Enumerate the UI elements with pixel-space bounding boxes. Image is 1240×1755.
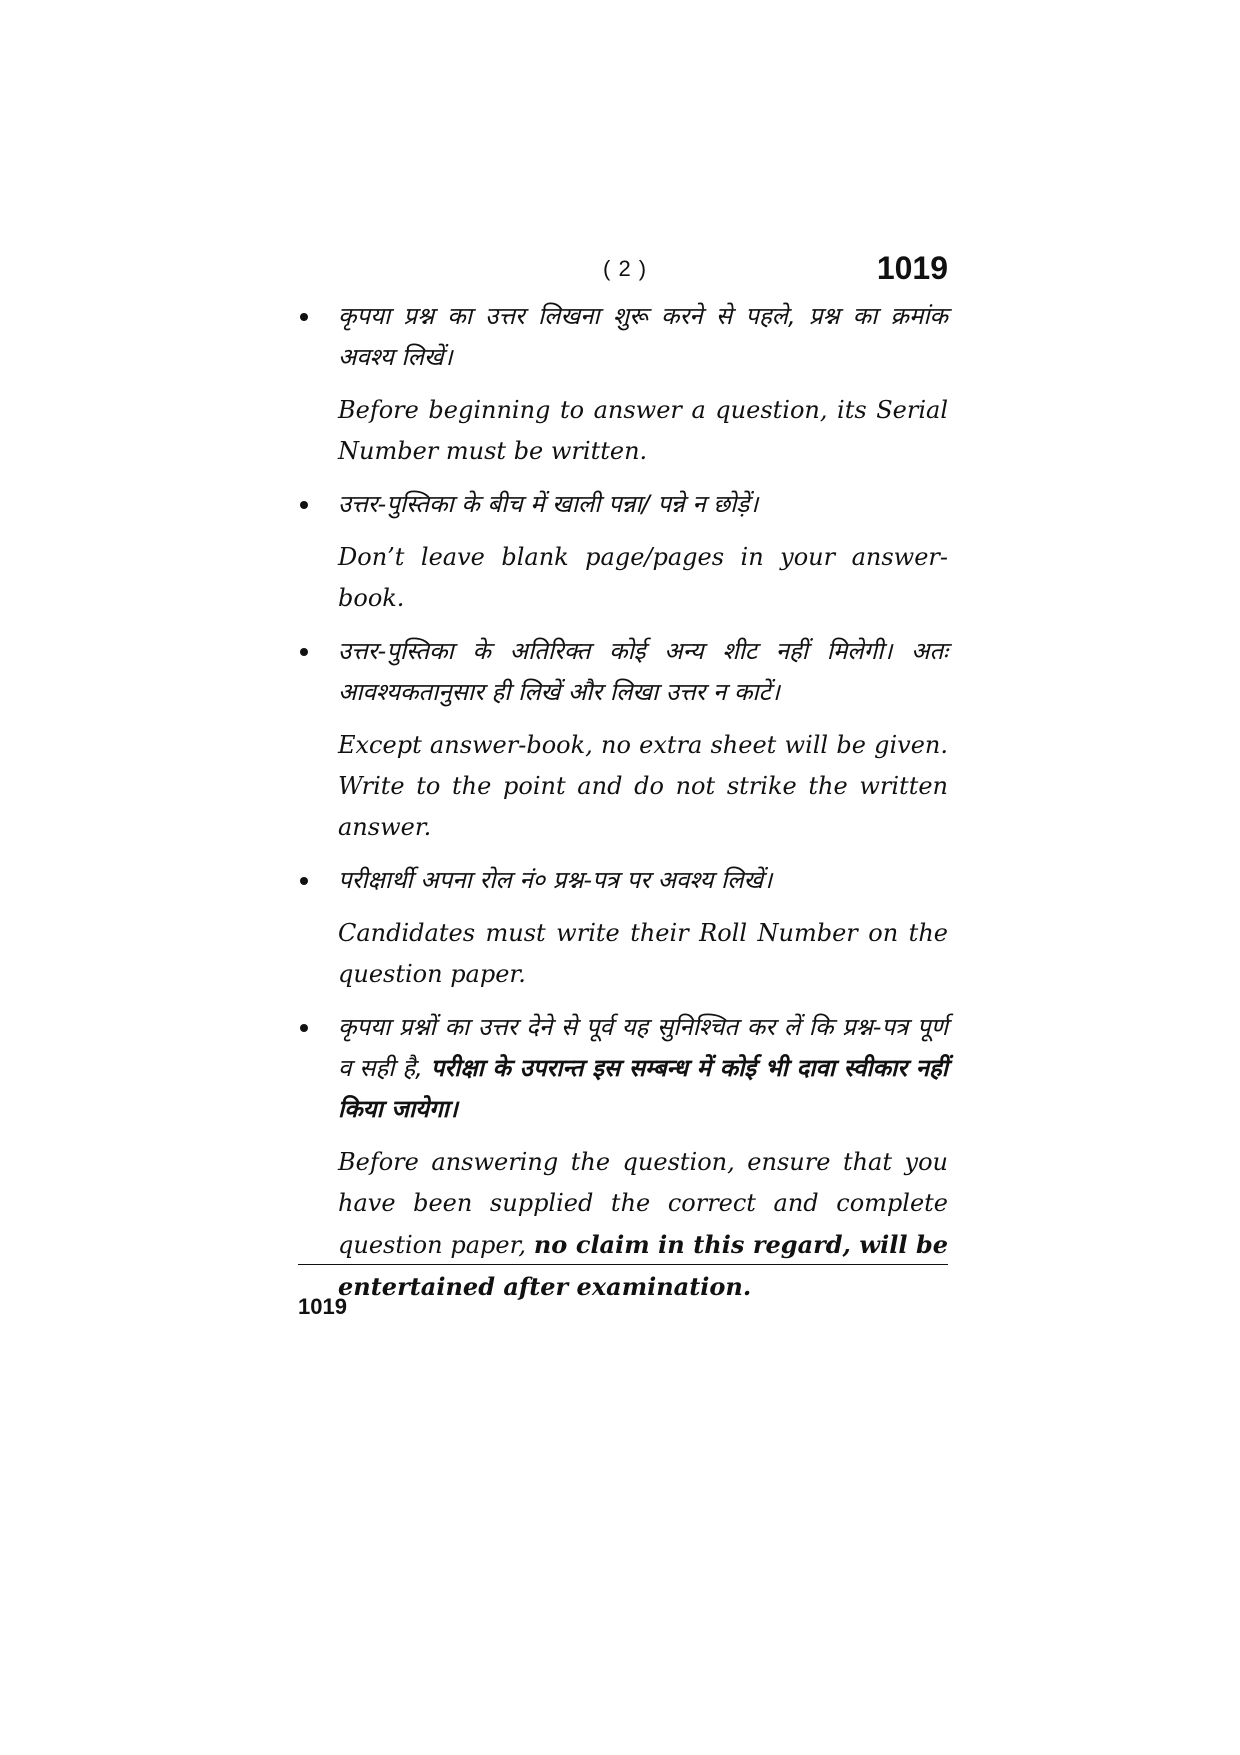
- page-number: ( 2 ): [603, 256, 648, 281]
- instruction-item-1: [298, 296, 948, 472]
- bullet-icon: [300, 648, 308, 656]
- instruction-item-5: [298, 1007, 948, 1308]
- page-header: [298, 250, 948, 290]
- instruction-hindi-bold: परीक्षा के उपरान्त इस सम्बन्ध में कोई भी दावा स्वीकार नहीं किया जायेगा।: [338, 1054, 948, 1123]
- instruction-item-2: [298, 484, 948, 619]
- instruction-hindi: उत्तर-पुस्तिका के अतिरिक्त कोई अन्य शीट नहीं मिलेगी। अतः आवश्यकतानुसार ही लिखें और लिखा उत्तर न काटें।: [338, 637, 948, 706]
- instruction-english: Except answer-book, no extra sheet will be given. Write to the point and do not strike the written answer.: [338, 731, 948, 841]
- instructions-list: [298, 296, 948, 1308]
- instruction-english: [338, 1142, 948, 1308]
- instruction-english-bold: no claim in this regard, will be entertained after examination.: [338, 1230, 948, 1301]
- paper-code-footer: 1019: [298, 1294, 347, 1319]
- bullet-icon: [300, 877, 308, 885]
- instruction-english: Candidates must write their Roll Number on the question paper.: [338, 919, 948, 988]
- instruction-hindi: कृपया प्रश्न का उत्तर लिखना शुरू करने से पहले, प्रश्न का क्रमांक अवश्य लिखें।: [338, 302, 948, 371]
- paper-code-header: 1019: [876, 250, 948, 286]
- bullet-icon: [300, 1024, 308, 1032]
- instruction-item-3: [298, 631, 948, 848]
- instruction-hindi: परीक्षार्थी अपना रोल नं० प्रश्न-पत्र पर अवश्य लिखें।: [338, 866, 773, 894]
- instruction-hindi: उत्तर-पुस्तिका के बीच में खाली पन्ना/ पन्ने न छोड़ें।: [338, 490, 759, 518]
- divider: [298, 1264, 948, 1265]
- instruction-english-regular: Before answering the question, ensure that you have been supplied the correct and complete question paper,: [338, 1148, 948, 1259]
- instruction-hindi-regular: कृपया प्रश्नों का उत्तर देने से पूर्व यह सुनिश्चित कर लें कि प्रश्न-पत्र पूर्ण व सही है,: [338, 1013, 948, 1082]
- instruction-hindi: [338, 1007, 948, 1130]
- instruction-english: Before beginning to answer a question, its Serial Number must be written.: [338, 396, 948, 465]
- bullet-icon: [300, 501, 308, 509]
- bullet-icon: [300, 313, 308, 321]
- instruction-item-4: [298, 860, 948, 995]
- instruction-english: Don’t leave blank page/pages in your answer-book.: [338, 543, 948, 612]
